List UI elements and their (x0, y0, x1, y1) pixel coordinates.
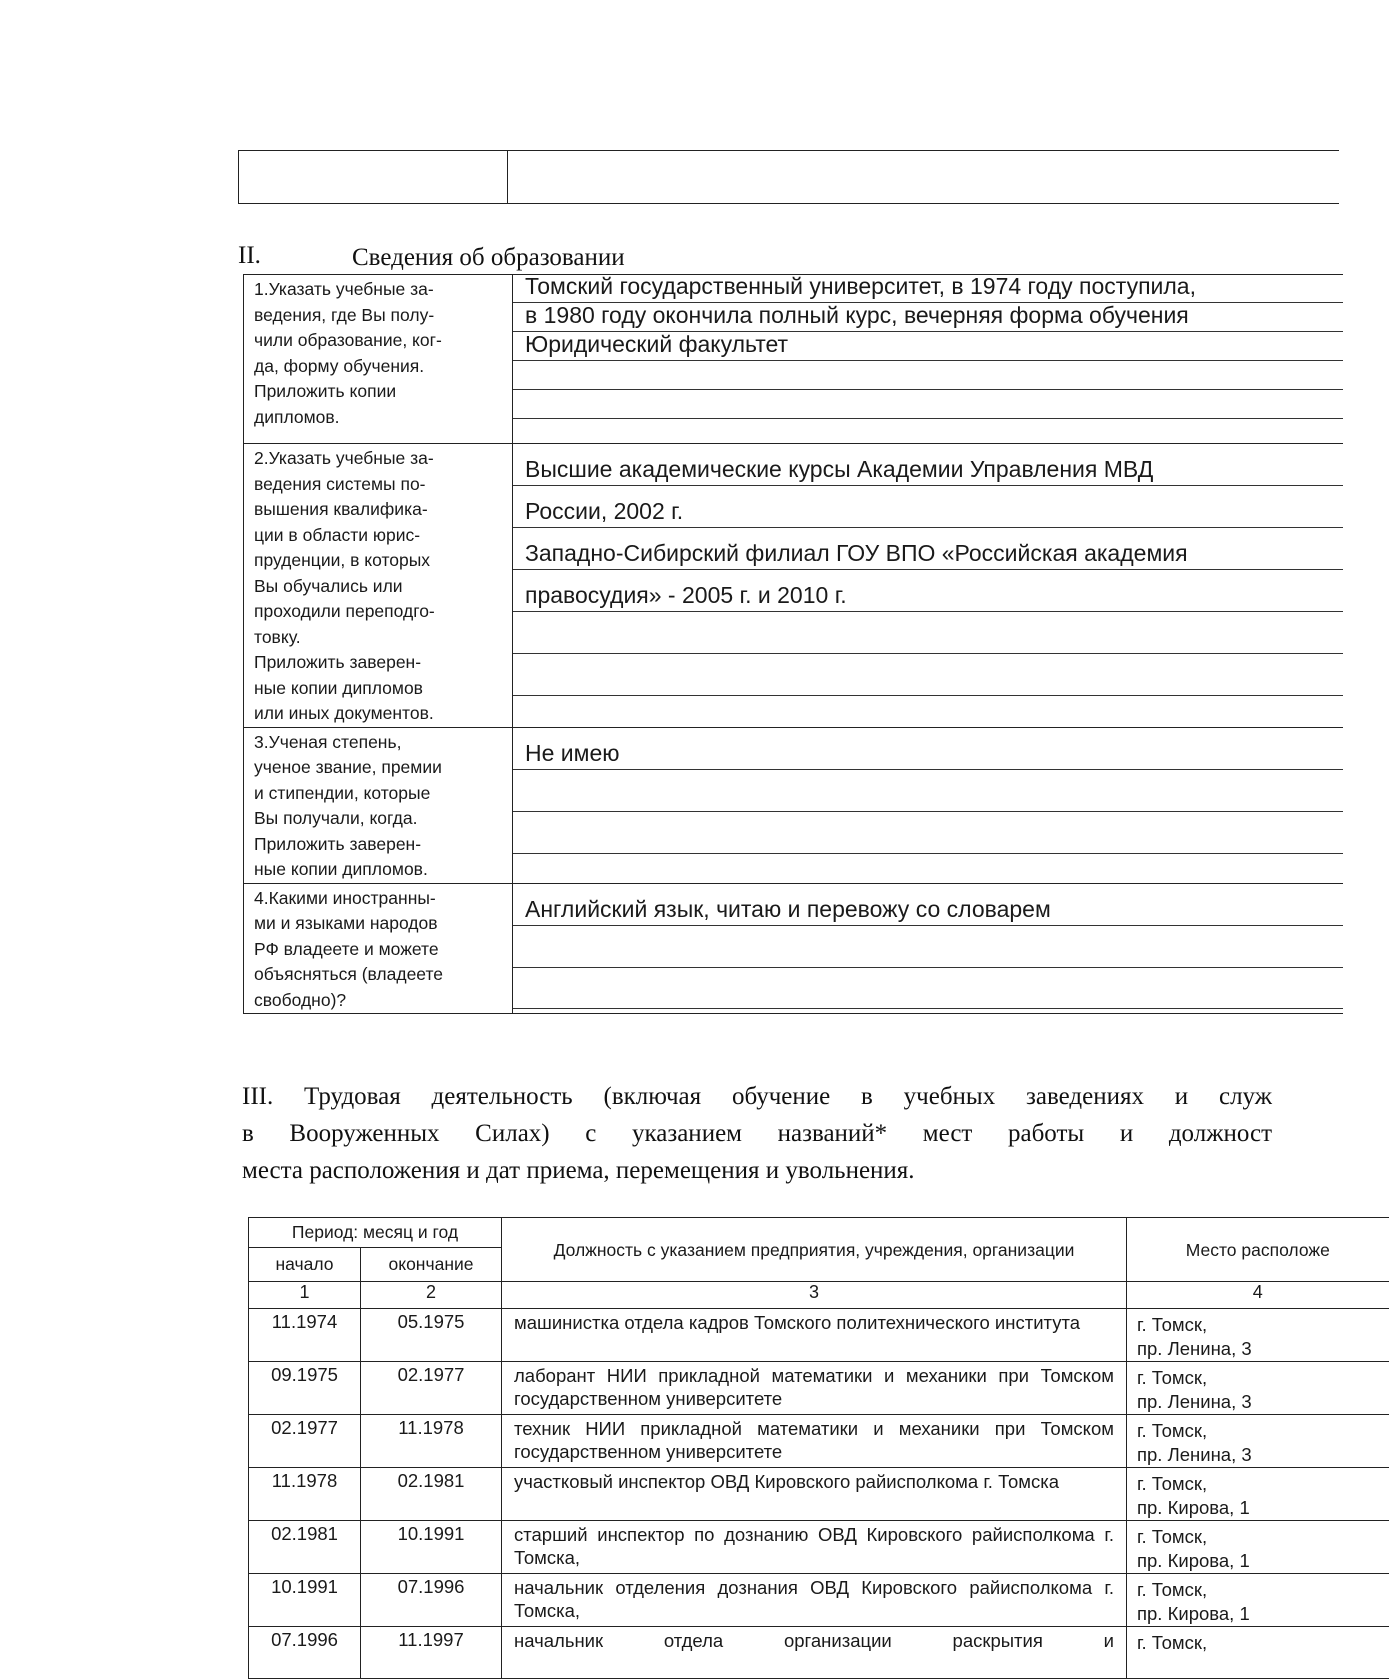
edu-line (513, 612, 1343, 654)
edu-line (513, 926, 1343, 968)
section3-line-3: места расположения и дат приема, перемещения и увольнения. (242, 1157, 915, 1184)
table-row (249, 1574, 1389, 1627)
education-row-1 (244, 275, 1344, 444)
section3-line-2: в Вооруженных Силах) с указанием названий* мест работы и должност (242, 1120, 1272, 1147)
education-row-2-value (513, 444, 1344, 728)
edu-line: Западно-Сибирский филиал ГОУ ВПО «Российская академия (513, 528, 1343, 570)
work-history-table (248, 1217, 1389, 1679)
row-start-date: 02.1981 (249, 1521, 361, 1574)
row-end-date: 11.1997 (361, 1627, 502, 1679)
row-location: г. Томск, пр. Кирова, 1 (1127, 1574, 1389, 1627)
education-row-4-value (513, 883, 1344, 1014)
education-row-4 (244, 883, 1344, 1014)
section3-line-1: III. Трудовая деятельность (включая обучение в учебных заведениях и служ (242, 1083, 1272, 1110)
row-location: г. Томск, пр. Кирова, 1 (1127, 1468, 1389, 1521)
table-row (249, 1362, 1389, 1415)
row-location: г. Томск, пр. Кирова, 1 (1127, 1521, 1389, 1574)
row-position: начальник отделения дознания ОВД Кировского райисполкома г. Томска, (502, 1574, 1127, 1627)
edu-line: правосудия» - 2005 г. и 2010 г. (513, 570, 1343, 612)
row-start-date: 11.1974 (249, 1309, 361, 1362)
edu-line: Томский государственный университет, в 1974 году поступила, (513, 275, 1343, 303)
row-start-date: 10.1991 (249, 1574, 361, 1627)
row-end-date: 11.1978 (361, 1415, 502, 1468)
section2-title: Сведения об образовании (352, 244, 625, 271)
row-location: г. Томск, пр. Ленина, 3 (1127, 1362, 1389, 1415)
col-number: 4 (1127, 1282, 1389, 1309)
row-location: г. Томск, пр. Ленина, 3 (1127, 1415, 1389, 1468)
table-row (249, 1415, 1389, 1468)
edu-line: России, 2002 г. (513, 486, 1343, 528)
row-end-date: 02.1977 (361, 1362, 502, 1415)
edu-line: Не имею (513, 728, 1343, 770)
header-end: окончание (361, 1248, 502, 1282)
col-number: 1 (249, 1282, 361, 1309)
education-row-1-value (513, 275, 1344, 444)
edu-line (513, 390, 1343, 419)
edu-line: Юридический факультет (513, 332, 1343, 361)
table-row (249, 1468, 1389, 1521)
row-position: техник НИИ прикладной математики и механики при Томском государственном университете (502, 1415, 1127, 1468)
education-row-3-label: 3.Ученая степень, ученое звание, премии и стипендии, которые Вы получали, когда. Приложить заверен- ные копии дипломов. (244, 727, 513, 883)
header-location: Место расположе (1127, 1218, 1389, 1282)
row-start-date: 11.1978 (249, 1468, 361, 1521)
row-start-date: 09.1975 (249, 1362, 361, 1415)
row-start-date: 02.1977 (249, 1415, 361, 1468)
education-row-2 (244, 444, 1344, 728)
row-start-date: 07.1996 (249, 1627, 361, 1679)
row-position: начальник отдела организации раскрытия и (502, 1627, 1127, 1679)
edu-line: в 1980 году окончила полный курс, вечерняя форма обучения (513, 303, 1343, 332)
col-number: 2 (361, 1282, 502, 1309)
table-row (249, 1521, 1389, 1574)
row-location: г. Томск, (1127, 1627, 1389, 1679)
row-location: г. Томск, пр. Ленина, 3 (1127, 1309, 1389, 1362)
section3-heading (242, 1078, 1272, 1189)
education-row-4-label: 4.Какими иностранны- ми и языками народов РФ владеете и можете объясняться (владеете свободно)? (244, 883, 513, 1014)
top-empty-table (238, 150, 1339, 204)
edu-line (513, 696, 1343, 724)
col-number: 3 (502, 1282, 1127, 1309)
row-end-date: 07.1996 (361, 1574, 502, 1627)
row-position: лаборант НИИ прикладной математики и механики при Томском государственном университете (502, 1362, 1127, 1415)
education-row-2-label: 2.Указать учебные за- ведения системы по- вышения квалифика- ции в области юрис- пруденции, в которых Вы обучались или проходили переподго- товку. Приложить заверен- ные копии дипломов или иных документов. (244, 444, 513, 728)
edu-line: Английский язык, читаю и перевожу со словарем (513, 884, 1343, 926)
table-row (249, 1627, 1389, 1679)
edu-line (513, 654, 1343, 696)
header-position: Должность с указанием предприятия, учреждения, организации (502, 1218, 1127, 1282)
row-position: машинистка отдела кадров Томского политехнического института (502, 1309, 1127, 1362)
work-col-number-row (249, 1282, 1389, 1309)
row-position: старший инспектор по дознанию ОВД Кировского райисполкома г. Томска, (502, 1521, 1127, 1574)
edu-line: Высшие академические курсы Академии Управления МВД (513, 444, 1343, 486)
work-header-row-1 (249, 1218, 1389, 1248)
edu-line (513, 419, 1343, 441)
section2-number: II. (238, 242, 261, 269)
edu-line (513, 361, 1343, 390)
table-row (249, 1309, 1389, 1362)
header-start: начало (249, 1248, 361, 1282)
row-end-date: 02.1981 (361, 1468, 502, 1521)
header-period: Период: месяц и год (249, 1218, 502, 1248)
row-end-date: 10.1991 (361, 1521, 502, 1574)
education-table (243, 274, 1343, 1014)
edu-line (513, 854, 1343, 878)
row-end-date: 05.1975 (361, 1309, 502, 1362)
education-row-3 (244, 727, 1344, 883)
education-row-1-label: 1.Указать учебные за- ведения, где Вы полу- чили образование, ког- да, форму обучения. Приложить копии дипломов. (244, 275, 513, 444)
edu-line (513, 770, 1343, 812)
education-row-3-value (513, 727, 1344, 883)
top-table-divider (507, 151, 508, 203)
row-position: участковый инспектор ОВД Кировского райисполкома г. Томска (502, 1468, 1127, 1521)
edu-line (513, 812, 1343, 854)
edu-line (513, 968, 1343, 1009)
